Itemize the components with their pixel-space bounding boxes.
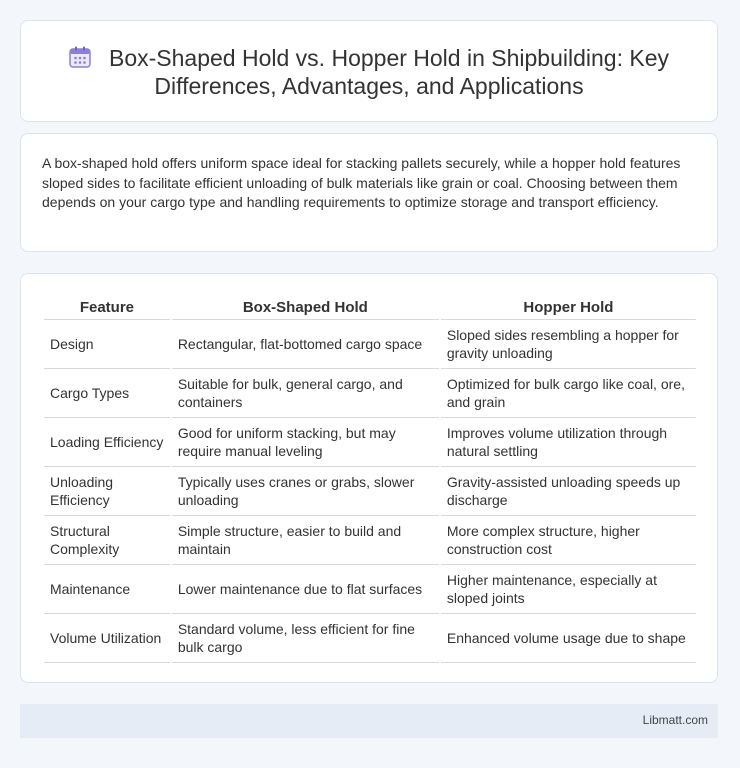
feature-cell: Cargo Types — [44, 369, 170, 418]
hopper-cell: Enhanced volume usage due to shape — [441, 614, 696, 663]
hopper-cell: Improves volume utilization through natural settling — [441, 418, 696, 467]
feature-cell: Volume Utilization — [44, 614, 170, 663]
hopper-cell: Sloped sides resembling a hopper for gravity unloading — [441, 320, 696, 369]
feature-cell: Maintenance — [44, 565, 170, 614]
table-row — [44, 418, 696, 467]
box-shaped-cell: Standard volume, less efficient for fine bulk cargo — [172, 614, 439, 663]
hopper-cell: More complex structure, higher construction cost — [441, 516, 696, 565]
hopper-cell: Higher maintenance, especially at sloped joints — [441, 565, 696, 614]
box-shaped-cell: Rectangular, flat-bottomed cargo space — [172, 320, 439, 369]
feature-cell: Unloading Efficiency — [44, 467, 170, 516]
hopper-cell: Gravity-assisted unloading speeds up discharge — [441, 467, 696, 516]
title-card — [20, 20, 718, 122]
box-shaped-cell: Simple structure, easier to build and maintain — [172, 516, 439, 565]
table-row — [44, 467, 696, 516]
box-shaped-cell: Suitable for bulk, general cargo, and containers — [172, 369, 439, 418]
comparison-table-card — [20, 273, 718, 683]
table-header-row — [44, 295, 696, 320]
column-header-box-shaped-hold: Box-Shaped Hold — [172, 295, 439, 320]
intro-paragraph: A box-shaped hold offers uniform space ideal for stacking pallets securely, while a hopper hold features sloped sides to facilitate efficient unloading of bulk materials like grain or coal. Choosing between them depends on your cargo type and handling requirements to optimize storage and transport efficiency. — [42, 155, 681, 210]
intro-card — [20, 133, 718, 252]
page-title-wrap — [51, 44, 687, 100]
feature-cell: Loading Efficiency — [44, 418, 170, 467]
table-row — [44, 565, 696, 614]
feature-cell: Design — [44, 320, 170, 369]
box-shaped-cell: Typically uses cranes or grabs, slower unloading — [172, 467, 439, 516]
table-row — [44, 614, 696, 663]
comparison-table — [42, 295, 698, 663]
table-row — [44, 516, 696, 565]
feature-cell: Structural Complexity — [44, 516, 170, 565]
column-header-hopper-hold: Hopper Hold — [441, 295, 696, 320]
table-row — [44, 369, 696, 418]
box-shaped-cell: Lower maintenance due to flat surfaces — [172, 565, 439, 614]
box-shaped-cell: Good for uniform stacking, but may require manual leveling — [172, 418, 439, 467]
hopper-cell: Optimized for bulk cargo like coal, ore, and grain — [441, 369, 696, 418]
footer-bar — [20, 704, 718, 738]
table-row — [44, 320, 696, 369]
calendar-icon — [69, 46, 91, 68]
column-header-feature: Feature — [44, 295, 170, 320]
footer-brand-link[interactable]: Libmatt.com — [642, 713, 708, 727]
page-title: Box-Shaped Hold vs. Hopper Hold in Shipbuilding: Key Differences, Advantages, and Applications — [109, 45, 669, 99]
